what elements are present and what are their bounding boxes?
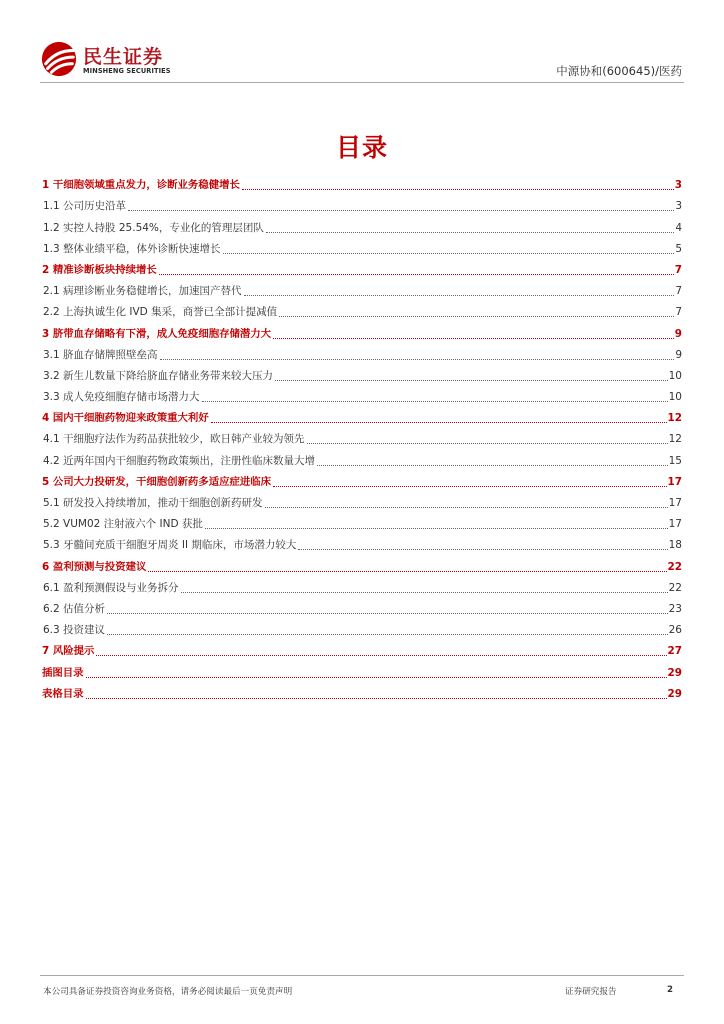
toc-entry-page: 3	[674, 179, 682, 192]
toc-subsection-entry[interactable]	[42, 300, 682, 321]
toc-entry-page: 12	[668, 433, 682, 446]
toc-subsection-entry[interactable]	[42, 427, 682, 448]
report-type: 证券研究报告	[565, 987, 617, 997]
toc-entry-label: 3.2 新生儿数量下降给脐血存储业务带来较大压力	[43, 369, 274, 382]
toc-dot-leader	[244, 295, 675, 296]
toc-dot-leader	[317, 465, 668, 466]
toc-dot-leader	[298, 549, 667, 550]
toc-entry-page: 29	[667, 687, 682, 700]
toc-entry-label: 3.1 脐血存储牌照壁垒高	[43, 348, 158, 361]
toc-entry-page: 12	[667, 412, 682, 425]
toc-subsection-entry[interactable]	[42, 279, 682, 300]
toc-dot-leader	[211, 422, 667, 423]
toc-entry-page: 18	[668, 539, 682, 552]
toc-entry-page: 15	[668, 454, 682, 467]
toc-subsection-entry[interactable]	[42, 597, 682, 618]
toc-dot-leader	[273, 338, 674, 339]
toc-dot-leader	[96, 655, 666, 656]
toc-entry-label: 5 公司大力投研发，干细胞创新药多适应症进临床	[42, 475, 272, 488]
toc-subsection-entry[interactable]	[42, 364, 682, 385]
toc-section-entry[interactable]	[42, 660, 682, 681]
toc-dot-leader	[223, 253, 675, 254]
toc-subsection-entry[interactable]	[42, 448, 682, 469]
toc-dot-leader	[159, 274, 674, 275]
toc-entry-label: 7 风险提示	[42, 645, 95, 658]
toc-dot-leader	[202, 401, 668, 402]
toc-entry-page: 17	[667, 475, 682, 488]
toc-entry-page: 22	[668, 581, 682, 594]
disclaimer-text: 本公司具备证券投资咨询业务资格，请务必阅读最后一页免责声明	[43, 987, 293, 997]
toc-dot-leader	[128, 210, 674, 211]
toc-subsection-entry[interactable]	[42, 533, 682, 554]
toc-section-entry[interactable]	[42, 470, 682, 491]
toc-entry-page: 23	[668, 602, 682, 615]
toc-entry-label: 3.3 成人免疫细胞存储市场潜力大	[43, 391, 200, 404]
toc-entry-label: 6.1 盈利预测假设与业务拆分	[43, 581, 179, 594]
toc-entry-page: 9	[674, 327, 682, 340]
toc-dot-leader	[181, 592, 668, 593]
toc-entry-label: 5.3 牙髓间充质干细胞牙周炎 II 期临床，市场潜力较大	[43, 539, 297, 552]
toc-dot-leader	[266, 232, 674, 233]
toc-entry-label: 1.3 整体业绩平稳，体外诊断快速增长	[43, 242, 221, 255]
header-divider	[40, 82, 684, 83]
toc-entry-label: 1.1 公司历史沿革	[43, 200, 127, 213]
toc-section-entry[interactable]	[42, 173, 682, 194]
toc-entry-page: 26	[668, 624, 682, 637]
page-header	[0, 0, 724, 90]
toc-entry-label: 4 国内干细胞药物迎来政策重大利好	[42, 412, 209, 425]
toc-entry-page: 9	[675, 348, 682, 361]
toc-subsection-entry[interactable]	[42, 576, 682, 597]
toc-entry-label: 5.1 研发投入持续增加，推动干细胞创新药研发	[43, 497, 263, 509]
toc-dot-leader	[307, 443, 668, 444]
brand-name-cn: 民生证券	[83, 46, 164, 68]
toc-entry-page: 4	[675, 221, 682, 234]
toc-section-entry[interactable]	[42, 639, 682, 660]
toc-entry-label: 2.1 病理诊断业务稳健增长，加速国产替代	[43, 285, 242, 298]
toc-entry-label: 3 脐带血存储略有下滑，成人免疫细胞存储潜力大	[42, 327, 272, 340]
toc-entry-page: 22	[667, 560, 682, 573]
toc-section-entry[interactable]	[42, 258, 682, 279]
toc-entry-label: 1.2 实控人持股 25.54%，专业化的管理层团队	[43, 221, 264, 234]
page-number: 2	[667, 985, 673, 995]
toc-dot-leader	[107, 613, 668, 614]
toc-subsection-entry[interactable]	[42, 237, 682, 258]
footer-divider	[40, 975, 684, 976]
brand-logo	[40, 40, 176, 80]
toc-entry-label: 插图目录	[42, 666, 84, 679]
toc-entry-page: 17	[668, 497, 682, 509]
toc-dot-leader	[279, 316, 674, 317]
toc-subsection-entry[interactable]	[42, 343, 682, 364]
toc-entry-label: 1 干细胞领域重点发力，诊断业务稳健增长	[42, 179, 240, 192]
toc-entry-page: 10	[668, 391, 682, 404]
toc-entry-page: 7	[674, 263, 682, 276]
toc-entry-page: 7	[675, 285, 682, 298]
toc-entry-label: 5.2 VUM02 注射液六个 IND 获批	[43, 518, 203, 531]
toc-entry-label: 2 精准诊断板块持续增长	[42, 263, 157, 276]
toc-subsection-entry[interactable]	[42, 618, 682, 639]
toc-subsection-entry[interactable]	[42, 385, 682, 406]
toc-entry-label: 6 盈利预测与投资建议	[42, 560, 147, 573]
toc-section-entry[interactable]	[42, 554, 682, 575]
toc-entry-label: 6.3 投资建议	[43, 624, 106, 637]
toc-dot-leader	[265, 507, 668, 508]
toc-dot-leader	[107, 634, 668, 635]
toc-section-entry[interactable]	[42, 321, 682, 342]
toc-entry-page: 5	[675, 242, 682, 255]
toc-subsection-entry[interactable]	[42, 491, 682, 512]
toc-entry-page: 29	[667, 666, 682, 679]
toc-entry-page: 7	[675, 306, 682, 319]
toc-section-entry[interactable]	[42, 406, 682, 427]
toc-subsection-entry[interactable]	[42, 215, 682, 236]
toc-subsection-entry[interactable]	[42, 194, 682, 215]
brand-name-en: MINSHENG SECURITIES	[83, 67, 171, 75]
toc-entry-page: 10	[668, 369, 682, 382]
toc-dot-leader	[242, 189, 674, 190]
toc-entry-label: 2.2 上海执诚生化 IVD 集采，商誉已全部计提减值	[43, 306, 278, 319]
toc-entry-page: 17	[668, 518, 682, 531]
table-of-contents	[42, 173, 682, 703]
toc-dot-leader	[148, 571, 666, 572]
toc-dot-leader	[275, 380, 668, 381]
page-title: 目录	[335, 133, 388, 162]
toc-section-entry[interactable]	[42, 682, 682, 703]
toc-entry-page: 3	[675, 200, 682, 213]
toc-dot-leader	[86, 677, 667, 678]
toc-entry-label: 6.2 估值分析	[43, 602, 106, 615]
toc-dot-leader	[86, 698, 667, 699]
toc-subsection-entry[interactable]	[42, 512, 682, 533]
toc-entry-label: 4.2 近两年国内干细胞药物政策频出，注册性临床数量大增	[43, 454, 316, 467]
company-ticker-sector: 中源协和(600645)/医药	[556, 64, 682, 78]
toc-dot-leader	[205, 528, 668, 529]
toc-entry-label: 表格目录	[42, 687, 84, 700]
toc-entry-page: 27	[667, 645, 682, 658]
toc-dot-leader	[160, 359, 675, 360]
minsheng-logo-icon	[40, 40, 78, 78]
toc-entry-label: 4.1 干细胞疗法作为药品获批较少，欧日韩产业较为领先	[43, 433, 305, 446]
toc-dot-leader	[273, 486, 666, 487]
